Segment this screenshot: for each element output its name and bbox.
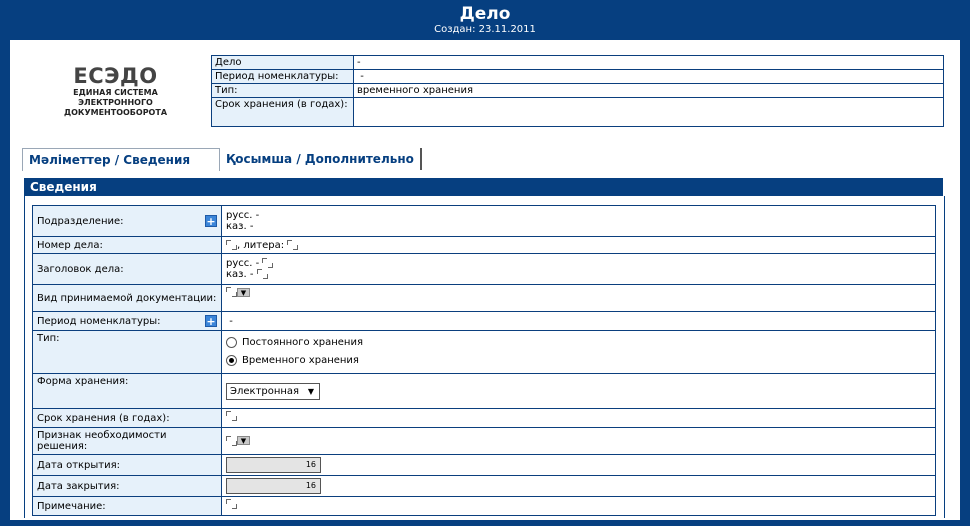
logo-line3: ДОКУМЕНТООБОРОТА — [63, 108, 168, 117]
primechanie-label: Примечание: — [33, 497, 222, 516]
form-row — [33, 285, 936, 312]
form-row — [33, 409, 936, 428]
logo-title: ЕСЭДО — [73, 64, 158, 88]
nomer-value: , литера: — [222, 237, 936, 254]
primechanie-value — [222, 497, 936, 516]
summary-label: Тип: — [212, 84, 354, 98]
period-label: Период номенклатуры: + — [33, 312, 222, 331]
form-row — [33, 206, 936, 237]
zagolovok-rus-input[interactable] — [262, 258, 273, 268]
srok-input[interactable] — [226, 411, 237, 421]
tip-label: Тип: — [33, 331, 222, 374]
summary-row — [212, 84, 944, 98]
summary-value — [354, 98, 944, 127]
logo-line1: ЕДИНАЯ СИСТЕМА — [73, 88, 158, 97]
podrazdelenie-value: русс. - каз. - — [222, 206, 936, 237]
srok-label: Срок хранения (в годах): — [33, 409, 222, 428]
radio-postoyannoe-circle[interactable] — [226, 337, 237, 348]
created-date: Создан: 23.11.2011 — [434, 24, 536, 35]
zagolovok-label: Заголовок дела: — [33, 254, 222, 285]
form-row — [33, 254, 936, 285]
vid-dropdown-button[interactable]: ▼ — [237, 288, 250, 297]
calendar-icon[interactable]: 16 — [305, 481, 316, 490]
priznak-dropdown-button[interactable]: ▼ — [237, 436, 250, 445]
zagolovok-kaz-input[interactable] — [257, 269, 268, 279]
date-open-picker[interactable] — [226, 457, 321, 473]
primechanie-input[interactable] — [226, 499, 237, 509]
nomer-input[interactable] — [226, 240, 237, 250]
forma-label: Форма хранения: — [33, 374, 222, 409]
summary-row — [212, 56, 944, 70]
tab-svedeniya[interactable]: Мәліметтер / Сведения — [22, 148, 220, 171]
chevron-down-icon: ▼ — [307, 386, 314, 396]
srok-value — [222, 409, 936, 428]
summary-table — [211, 55, 944, 127]
page-title: Дело — [459, 4, 511, 24]
forma-value — [222, 374, 936, 409]
priznak-input[interactable] — [226, 436, 237, 446]
tip-value — [222, 331, 936, 374]
vid-value — [222, 285, 936, 312]
radio-vremennoe-circle[interactable] — [226, 355, 237, 366]
data-zakr-value — [222, 476, 936, 497]
tab-dopolnitelno[interactable]: Қосымша / Дополнительно — [220, 148, 422, 170]
priznak-label: Признак необходимости решения: — [33, 428, 222, 455]
date-close-picker[interactable] — [226, 478, 321, 494]
period-value: - — [222, 312, 936, 331]
radio-vremennoe[interactable]: Временного хранения — [226, 352, 931, 370]
summary-row — [212, 98, 944, 127]
form-row — [33, 331, 936, 374]
data-otkr-label: Дата открытия: — [33, 455, 222, 476]
section-header: Сведения — [24, 178, 943, 196]
form-row — [33, 476, 936, 497]
podrazdelenie-label: Подразделение: + — [33, 206, 222, 237]
form-row — [33, 312, 936, 331]
form-row — [33, 428, 936, 455]
logo-line2: ЭЛЕКТРОННОГО — [78, 98, 153, 107]
nomer-label: Номер дела: — [33, 237, 222, 254]
section-body — [24, 196, 945, 518]
form-row — [33, 374, 936, 409]
forma-select[interactable]: Электронная ▼ — [226, 383, 320, 400]
add-podrazdelenie-button[interactable]: + — [206, 215, 216, 228]
summary-label: Период номенклатуры: — [212, 70, 354, 84]
summary-value: временного хранения — [354, 84, 944, 98]
calendar-icon[interactable]: 16 — [305, 460, 316, 469]
summary-value: - — [354, 56, 944, 70]
litera-input[interactable] — [287, 240, 298, 250]
priznak-value — [222, 428, 936, 455]
vid-label: Вид принимаемой документации: — [33, 285, 222, 312]
details-form — [32, 205, 936, 516]
vid-input[interactable] — [226, 287, 237, 297]
summary-row — [212, 70, 944, 84]
radio-postoyannoe[interactable]: Постоянного хранения — [226, 334, 931, 352]
form-row — [33, 237, 936, 254]
content-panel — [10, 40, 960, 520]
esedo-logo — [48, 64, 183, 118]
add-period-button[interactable]: + — [206, 315, 216, 328]
summary-label: Дело — [212, 56, 354, 70]
form-row — [33, 455, 936, 476]
summary-value: - — [354, 70, 944, 84]
form-row — [33, 497, 936, 516]
data-zakr-label: Дата закрытия: — [33, 476, 222, 497]
data-otkr-value — [222, 455, 936, 476]
zagolovok-value: русс. - каз. - — [222, 254, 936, 285]
summary-label: Срок хранения (в годах): — [212, 98, 354, 127]
header — [0, 0, 970, 38]
